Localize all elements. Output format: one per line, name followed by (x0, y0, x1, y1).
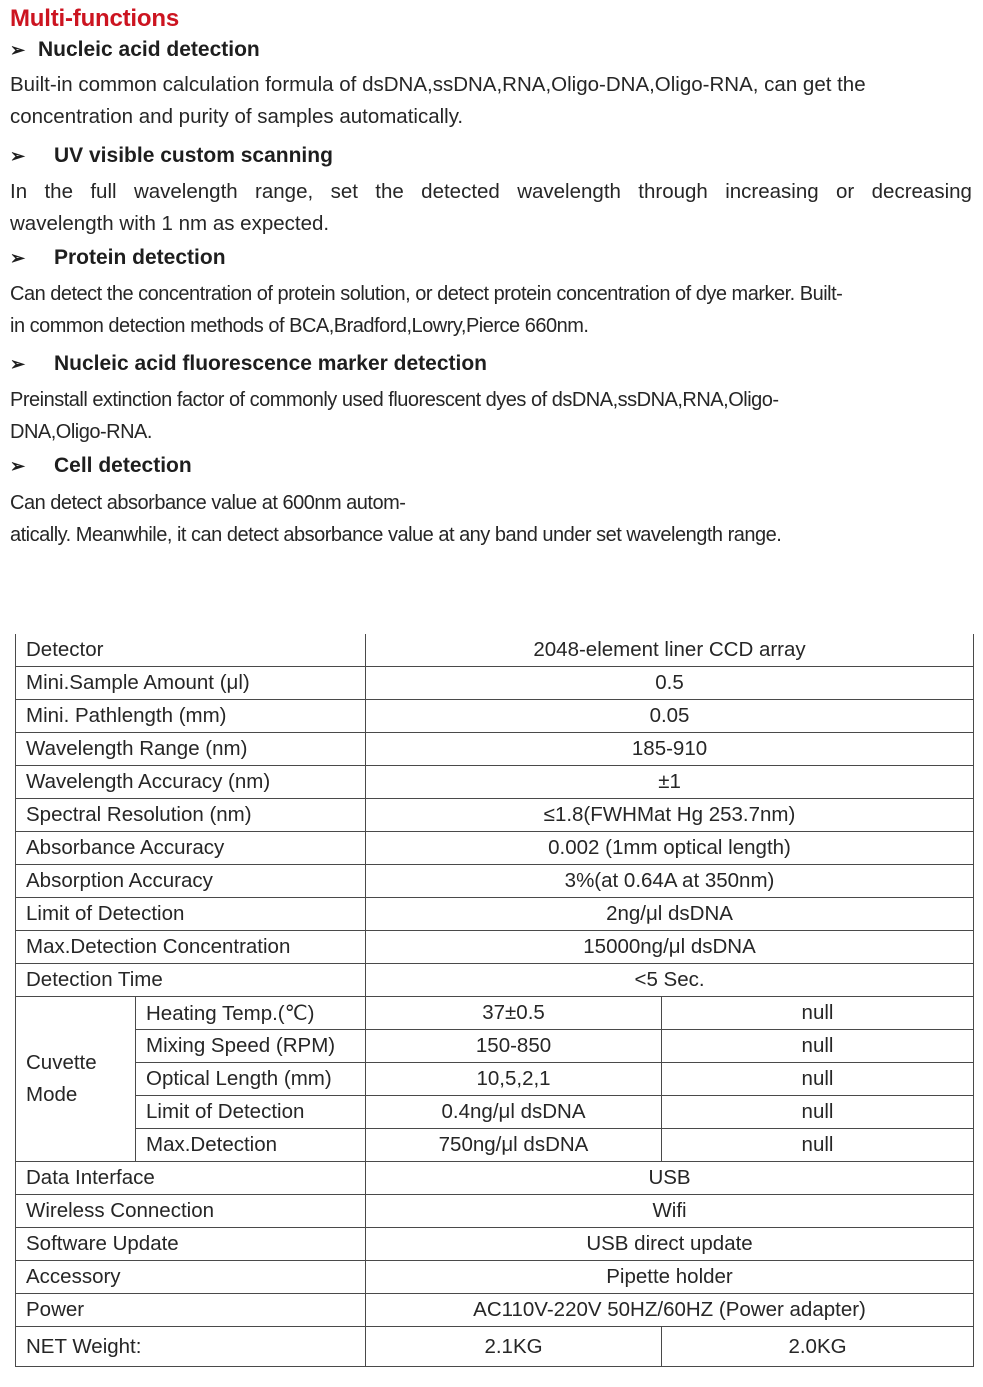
spec-value-a: 750ng/μl dsDNA (366, 1129, 662, 1162)
spec-row-cuvette (16, 997, 974, 1030)
spec-label: Data Interface (16, 1162, 366, 1195)
page-title: Multi-functions (10, 5, 179, 32)
spec-value: 0.5 (366, 667, 974, 700)
spec-value-b: null (662, 1096, 974, 1129)
spec-row (16, 766, 974, 799)
cuvette-mode-group-label (16, 997, 136, 1162)
section-heading-uv-scanning (10, 144, 333, 168)
spec-value: AC110V-220V 50HZ/60HZ (Power adapter) (366, 1294, 974, 1327)
body-word: In (10, 180, 28, 203)
body-line: atically. Meanwhile, it can detect absorbance value at any band under set wavelength range. (10, 524, 782, 546)
spec-value: 0.05 (366, 700, 974, 733)
spec-row (16, 733, 974, 766)
body-word: wavelength (133, 180, 238, 203)
spec-row-cuvette (16, 1096, 974, 1129)
body-line: in common detection methods of BCA,Bradford,Lowry,Pierce 660nm. (10, 315, 589, 337)
spec-row-cuvette (16, 1063, 974, 1096)
spec-value: 2048-element liner CCD array (366, 634, 974, 667)
section-heading-text: Nucleic acid detection (38, 38, 260, 61)
spec-label: Mini. Pathlength (mm) (16, 700, 366, 733)
body-line: Can detect the concentration of protein solution, or detect protein concentration of dye marker. Built- (10, 283, 843, 305)
spec-value-b: null (662, 1063, 974, 1096)
spec-label: Detection Time (16, 964, 366, 997)
bullet-arrow-icon: ➢ (10, 353, 26, 374)
spec-value: USB (366, 1162, 974, 1195)
spec-value-b: null (662, 997, 974, 1030)
body-word: decreasing (871, 180, 972, 203)
spec-label: NET Weight: (16, 1327, 366, 1367)
spec-row-cuvette (16, 1030, 974, 1063)
spec-label: Absorbance Accuracy (16, 832, 366, 865)
spec-value-a: 10,5,2,1 (366, 1063, 662, 1096)
body-word: the (44, 180, 73, 203)
spec-label: Limit of Detection (136, 1096, 366, 1129)
body-line (10, 176, 972, 208)
spec-value: <5 Sec. (366, 964, 974, 997)
section-heading-fluorescence (10, 352, 487, 376)
section-body-fluorescence (10, 384, 972, 448)
spec-label: Limit of Detection (16, 898, 366, 931)
spec-value-a: 0.4ng/μl dsDNA (366, 1096, 662, 1129)
spec-row (16, 832, 974, 865)
bullet-arrow-icon: ➢ (10, 39, 26, 60)
spec-label: Mini.Sample Amount (μl) (16, 667, 366, 700)
spec-label: Heating Temp.(℃) (136, 997, 366, 1030)
spec-row (16, 700, 974, 733)
bullet-arrow-icon: ➢ (10, 455, 26, 476)
spec-row (16, 865, 974, 898)
section-heading-text: Protein detection (54, 246, 226, 269)
spec-label: Detector (16, 634, 366, 667)
spec-value: 185-910 (366, 733, 974, 766)
body-line: Built-in common calculation formula of dsDNA,ssDNA,RNA,Oligo-DNA,Oligo-RNA, can get the (10, 73, 866, 96)
spec-row (16, 1162, 974, 1195)
body-line: Preinstall extinction factor of commonly used fluorescent dyes of dsDNA,ssDNA,RNA,Oligo- (10, 389, 779, 411)
spec-value-a: 150-850 (366, 1030, 662, 1063)
spec-value: Wifi (366, 1195, 974, 1228)
section-body-cell (10, 487, 972, 551)
body-word: set (330, 180, 358, 203)
body-line: DNA,Oligo-RNA. (10, 421, 152, 443)
spec-row (16, 1261, 974, 1294)
spec-value-b: null (662, 1030, 974, 1063)
group-label-line: Cuvette (26, 1051, 97, 1074)
spec-label: Max.Detection Concentration (16, 931, 366, 964)
spec-row (16, 799, 974, 832)
spec-row (16, 667, 974, 700)
spec-label: Power (16, 1294, 366, 1327)
spec-value: 3%(at 0.64A at 350nm) (366, 865, 974, 898)
spec-row (16, 898, 974, 931)
section-heading-text: Nucleic acid fluorescence marker detection (54, 352, 488, 375)
spec-row (16, 634, 974, 667)
spec-row-cuvette (16, 1129, 974, 1162)
spec-value: 2ng/μl dsDNA (366, 898, 974, 931)
spec-label: Mixing Speed (RPM) (136, 1030, 366, 1063)
specifications-table (15, 634, 974, 1367)
spec-value-a: 2.1KG (366, 1327, 662, 1367)
section-heading-text: UV visible custom scanning (54, 144, 333, 167)
spec-value: Pipette holder (366, 1261, 974, 1294)
section-heading-nucleic-acid (10, 38, 260, 62)
specifications-table-body (16, 634, 974, 1367)
spec-value: 0.002 (1mm optical length) (366, 832, 974, 865)
spec-label: Wireless Connection (16, 1195, 366, 1228)
body-word: wavelength (517, 180, 621, 203)
spec-row (16, 964, 974, 997)
group-label-line: Mode (26, 1083, 78, 1106)
body-line: Can detect absorbance value at 600nm autom- (10, 492, 406, 514)
spec-label: Accessory (16, 1261, 366, 1294)
spec-value: USB direct update (366, 1228, 974, 1261)
section-body-uv-scanning (10, 176, 972, 240)
spec-label: Optical Length (mm) (136, 1063, 366, 1096)
spec-row (16, 1195, 974, 1228)
spec-value: 15000ng/μl dsDNA (366, 931, 974, 964)
section-heading-protein (10, 246, 226, 270)
body-word: full (90, 180, 117, 203)
spec-row (16, 1228, 974, 1261)
body-line: concentration and purity of samples automatically. (10, 105, 464, 128)
spec-label: Wavelength Accuracy (nm) (16, 766, 366, 799)
section-body-nucleic-acid (10, 69, 972, 133)
spec-value: ±1 (366, 766, 974, 799)
spec-label: Software Update (16, 1228, 366, 1261)
spec-row-net-weight (16, 1327, 974, 1367)
spec-label: Spectral Resolution (nm) (16, 799, 366, 832)
body-line: wavelength with 1 nm as expected. (10, 212, 330, 235)
spec-value: ≤1.8(FWHMat Hg 253.7nm) (366, 799, 974, 832)
body-word: increasing (725, 180, 819, 203)
spec-label: Wavelength Range (nm) (16, 733, 366, 766)
section-heading-cell (10, 454, 192, 478)
spec-value-b: null (662, 1129, 974, 1162)
spec-value-b: 2.0KG (662, 1327, 974, 1367)
body-word: range, (255, 180, 314, 203)
section-heading-text: Cell detection (54, 454, 192, 477)
spec-row (16, 931, 974, 964)
body-word: detected (421, 180, 500, 203)
spec-row (16, 1294, 974, 1327)
body-word: the (375, 180, 404, 203)
bullet-arrow-icon: ➢ (10, 247, 26, 268)
spec-label: Absorption Accuracy (16, 865, 366, 898)
spec-value-a: 37±0.5 (366, 997, 662, 1030)
body-word: through (638, 180, 708, 203)
body-word: or (836, 180, 855, 203)
bullet-arrow-icon: ➢ (10, 145, 26, 166)
spec-label: Max.Detection (136, 1129, 366, 1162)
section-body-protein (10, 278, 972, 342)
